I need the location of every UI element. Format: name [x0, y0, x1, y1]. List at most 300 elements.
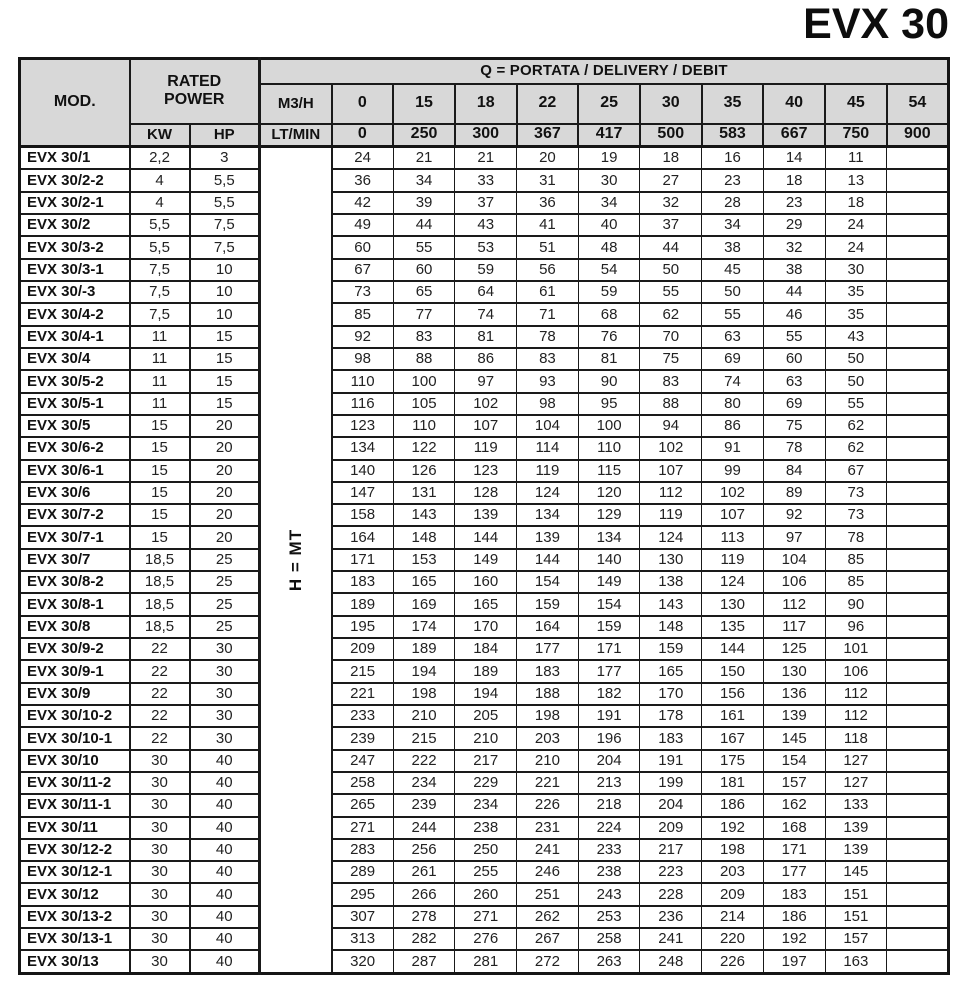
head-value-cell: 28 [702, 192, 764, 214]
head-value-cell: 156 [702, 683, 764, 705]
head-value-cell: 45 [702, 259, 764, 281]
kw-value-cell: 4 [130, 192, 190, 214]
head-value-cell: 250 [455, 839, 517, 861]
head-value-cell: 188 [517, 683, 579, 705]
head-value-cell: 106 [763, 571, 825, 593]
head-value-cell: 36 [517, 192, 579, 214]
head-value-cell: 21 [393, 147, 455, 170]
head-value-cell [887, 236, 949, 258]
ltmin-value-header: 0 [332, 124, 394, 147]
head-value-cell: 55 [393, 236, 455, 258]
model-name-cell: EVX 30/8-2 [20, 571, 130, 593]
kw-value-cell: 22 [130, 727, 190, 749]
head-value-cell [887, 571, 949, 593]
head-value-cell: 23 [702, 169, 764, 191]
head-value-cell: 251 [517, 883, 579, 905]
head-value-cell: 104 [763, 549, 825, 571]
hp-value-cell: 25 [190, 571, 260, 593]
head-value-cell: 140 [332, 460, 394, 482]
head-value-cell: 61 [517, 281, 579, 303]
head-value-cell [887, 348, 949, 370]
head-value-cell: 112 [825, 683, 887, 705]
head-value-cell: 56 [517, 259, 579, 281]
head-value-cell: 147 [332, 482, 394, 504]
kw-value-cell: 30 [130, 772, 190, 794]
head-value-cell: 62 [825, 415, 887, 437]
head-value-cell: 122 [393, 437, 455, 459]
head-value-cell: 233 [578, 839, 640, 861]
head-value-cell: 49 [332, 214, 394, 236]
kw-value-cell: 5,5 [130, 236, 190, 258]
head-value-cell: 154 [763, 750, 825, 772]
head-value-cell: 258 [332, 772, 394, 794]
m3h-value-header: 30 [640, 84, 702, 124]
head-value-cell: 127 [825, 750, 887, 772]
head-value-cell: 175 [702, 750, 764, 772]
head-value-cell [887, 638, 949, 660]
head-value-cell: 246 [517, 861, 579, 883]
head-value-cell: 158 [332, 504, 394, 526]
m3h-value-header: 0 [332, 84, 394, 124]
m3h-value-header: 22 [517, 84, 579, 124]
head-value-cell: 196 [578, 727, 640, 749]
head-value-cell: 98 [517, 393, 579, 415]
table-row [20, 415, 949, 437]
table-row [20, 683, 949, 705]
head-value-cell: 171 [763, 839, 825, 861]
head-value-cell: 313 [332, 928, 394, 950]
head-value-cell [887, 526, 949, 548]
kw-value-cell: 30 [130, 817, 190, 839]
head-value-cell: 110 [578, 437, 640, 459]
table-row [20, 214, 949, 236]
head-value-cell: 100 [578, 415, 640, 437]
head-value-cell: 105 [393, 393, 455, 415]
head-value-cell: 55 [702, 303, 764, 325]
table-row [20, 638, 949, 660]
ltmin-value-header: 500 [640, 124, 702, 147]
kw-value-cell: 30 [130, 794, 190, 816]
head-value-cell: 68 [578, 303, 640, 325]
head-value-cell: 63 [702, 326, 764, 348]
hp-value-cell: 5,5 [190, 192, 260, 214]
hp-value-cell: 40 [190, 750, 260, 772]
head-value-cell: 69 [763, 393, 825, 415]
head-value-cell: 177 [517, 638, 579, 660]
head-value-cell: 159 [578, 616, 640, 638]
kw-value-cell: 30 [130, 861, 190, 883]
kw-value-cell: 30 [130, 928, 190, 950]
m3h-value-header: 15 [393, 84, 455, 124]
head-value-cell: 265 [332, 794, 394, 816]
table-row [20, 236, 949, 258]
head-value-cell [887, 393, 949, 415]
hp-value-cell: 20 [190, 460, 260, 482]
head-value-cell: 171 [578, 638, 640, 660]
head-value-cell: 112 [640, 482, 702, 504]
head-value-cell [887, 482, 949, 504]
head-value-cell [887, 750, 949, 772]
head-value-cell: 183 [640, 727, 702, 749]
head-value-cell [887, 460, 949, 482]
head-value-cell: 140 [578, 549, 640, 571]
head-value-cell: 23 [763, 192, 825, 214]
head-value-cell: 18 [825, 192, 887, 214]
head-value-cell [887, 727, 949, 749]
head-value-cell: 159 [640, 638, 702, 660]
table-row [20, 169, 949, 191]
head-value-cell: 75 [640, 348, 702, 370]
head-value-cell: 54 [578, 259, 640, 281]
ltmin-value-header: 900 [887, 124, 949, 147]
head-value-cell: 91 [702, 437, 764, 459]
hp-value-cell: 30 [190, 705, 260, 727]
head-value-cell: 203 [702, 861, 764, 883]
head-value-cell: 131 [393, 482, 455, 504]
head-value-cell: 55 [825, 393, 887, 415]
rated-power-label: RATED POWER [164, 72, 225, 109]
head-value-cell: 150 [702, 660, 764, 682]
table-row [20, 928, 949, 950]
table-row [20, 817, 949, 839]
head-value-cell: 123 [455, 460, 517, 482]
head-value-cell: 189 [393, 638, 455, 660]
head-value-cell: 184 [455, 638, 517, 660]
head-value-cell: 234 [455, 794, 517, 816]
head-value-cell: 44 [393, 214, 455, 236]
m3h-unit-label: M3/H [260, 84, 332, 124]
head-value-cell: 283 [332, 839, 394, 861]
head-value-cell: 84 [763, 460, 825, 482]
head-value-cell: 239 [393, 794, 455, 816]
head-value-cell: 60 [763, 348, 825, 370]
head-value-cell: 186 [763, 906, 825, 928]
head-value-cell: 16 [702, 147, 764, 170]
head-value-cell: 63 [763, 370, 825, 392]
head-value-cell: 236 [640, 906, 702, 928]
head-value-cell: 78 [763, 437, 825, 459]
head-value-cell: 24 [332, 147, 394, 170]
table-row [20, 616, 949, 638]
kw-value-cell: 11 [130, 393, 190, 415]
head-value-cell: 164 [332, 526, 394, 548]
head-value-cell: 64 [455, 281, 517, 303]
model-name-cell: EVX 30/11-1 [20, 794, 130, 816]
hp-value-cell: 15 [190, 393, 260, 415]
head-value-cell: 229 [455, 772, 517, 794]
hp-value-cell: 15 [190, 326, 260, 348]
head-value-cell: 60 [393, 259, 455, 281]
table-row [20, 370, 949, 392]
head-value-cell: 198 [517, 705, 579, 727]
head-value-cell: 217 [455, 750, 517, 772]
model-name-cell: EVX 30/10-1 [20, 727, 130, 749]
head-value-cell: 74 [455, 303, 517, 325]
kw-value-cell: 15 [130, 460, 190, 482]
head-value-cell [887, 437, 949, 459]
model-name-cell: EVX 30/7-2 [20, 504, 130, 526]
head-value-cell: 210 [517, 750, 579, 772]
head-value-cell: 92 [763, 504, 825, 526]
head-value-cell: 183 [332, 571, 394, 593]
head-value-cell: 46 [763, 303, 825, 325]
model-name-cell: EVX 30/9-2 [20, 638, 130, 660]
hp-value-cell: 10 [190, 281, 260, 303]
head-value-cell: 75 [763, 415, 825, 437]
hp-value-cell: 30 [190, 660, 260, 682]
head-value-cell: 256 [393, 839, 455, 861]
head-value-cell: 73 [825, 482, 887, 504]
table-row [20, 460, 949, 482]
head-value-cell: 113 [702, 526, 764, 548]
head-value-cell: 34 [702, 214, 764, 236]
head-value-cell: 144 [455, 526, 517, 548]
head-value-cell [887, 259, 949, 281]
head-value-cell [887, 549, 949, 571]
head-value-cell: 13 [825, 169, 887, 191]
hp-value-cell: 20 [190, 437, 260, 459]
head-value-cell: 35 [825, 303, 887, 325]
kw-value-cell: 15 [130, 482, 190, 504]
head-value-cell [887, 772, 949, 794]
ltmin-value-header: 750 [825, 124, 887, 147]
head-value-cell: 126 [393, 460, 455, 482]
head-value-cell: 102 [640, 437, 702, 459]
head-value-cell: 139 [825, 839, 887, 861]
head-value-cell: 139 [763, 705, 825, 727]
head-value-cell: 177 [578, 660, 640, 682]
head-value-cell: 124 [517, 482, 579, 504]
head-value-cell: 104 [517, 415, 579, 437]
kw-value-cell: 22 [130, 638, 190, 660]
head-value-cell: 43 [825, 326, 887, 348]
head-value-cell: 160 [455, 571, 517, 593]
head-value-cell [887, 415, 949, 437]
head-value-cell: 37 [640, 214, 702, 236]
head-value-cell: 239 [332, 727, 394, 749]
head-value-cell [887, 147, 949, 170]
hp-value-cell: 10 [190, 303, 260, 325]
head-value-cell: 74 [702, 370, 764, 392]
head-value-cell: 24 [825, 236, 887, 258]
model-name-cell: EVX 30/13 [20, 950, 130, 973]
head-value-cell: 267 [517, 928, 579, 950]
head-value-cell [887, 326, 949, 348]
head-value-cell: 24 [825, 214, 887, 236]
head-value-cell: 93 [517, 370, 579, 392]
hp-value-cell: 40 [190, 906, 260, 928]
head-value-cell: 69 [702, 348, 764, 370]
head-value-cell: 36 [332, 169, 394, 191]
head-value-cell: 44 [640, 236, 702, 258]
head-value-cell: 129 [578, 504, 640, 526]
head-value-cell: 138 [640, 571, 702, 593]
kw-value-cell: 7,5 [130, 281, 190, 303]
head-value-cell: 67 [332, 259, 394, 281]
kw-value-cell: 18,5 [130, 593, 190, 615]
head-value-cell: 41 [517, 214, 579, 236]
kw-value-cell: 11 [130, 370, 190, 392]
header-row-q [20, 59, 949, 84]
head-value-cell: 247 [332, 750, 394, 772]
model-name-cell: EVX 30/7 [20, 549, 130, 571]
kw-value-cell: 11 [130, 348, 190, 370]
rated-power-header [130, 59, 260, 124]
head-value-cell: 215 [332, 660, 394, 682]
m3h-value-header: 35 [702, 84, 764, 124]
head-value-cell: 85 [825, 571, 887, 593]
head-value-cell: 30 [578, 169, 640, 191]
ltmin-value-header: 367 [517, 124, 579, 147]
kw-value-cell: 22 [130, 683, 190, 705]
head-value-cell: 102 [702, 482, 764, 504]
head-value-cell: 204 [578, 750, 640, 772]
head-value-cell: 165 [640, 660, 702, 682]
head-value-cell: 59 [578, 281, 640, 303]
q-delivery-header: Q = PORTATA / DELIVERY / DEBIT [260, 59, 949, 84]
head-value-cell: 78 [517, 326, 579, 348]
head-value-cell: 21 [455, 147, 517, 170]
ltmin-value-header: 250 [393, 124, 455, 147]
table-row [20, 303, 949, 325]
hp-value-cell: 40 [190, 839, 260, 861]
model-name-cell: EVX 30/12 [20, 883, 130, 905]
head-value-cell: 134 [578, 526, 640, 548]
head-value-cell: 203 [517, 727, 579, 749]
head-meters-label: H = MT [285, 528, 305, 592]
pump-data-table [18, 57, 950, 975]
head-value-cell: 148 [640, 616, 702, 638]
head-value-cell: 255 [455, 861, 517, 883]
model-name-cell: EVX 30/-3 [20, 281, 130, 303]
head-value-cell: 287 [393, 950, 455, 973]
head-value-cell: 157 [825, 928, 887, 950]
page-title: EVX 30 [803, 0, 949, 48]
head-value-cell: 114 [517, 437, 579, 459]
kw-value-cell: 15 [130, 437, 190, 459]
m3h-value-header: 45 [825, 84, 887, 124]
model-name-cell: EVX 30/6-2 [20, 437, 130, 459]
model-name-cell: EVX 30/3-2 [20, 236, 130, 258]
head-value-cell: 191 [640, 750, 702, 772]
head-value-cell: 231 [517, 817, 579, 839]
head-value-cell: 198 [393, 683, 455, 705]
head-value-cell: 220 [702, 928, 764, 950]
table-row [20, 571, 949, 593]
table-row [20, 393, 949, 415]
model-name-cell: EVX 30/10-2 [20, 705, 130, 727]
head-value-cell: 100 [393, 370, 455, 392]
kw-value-cell: 7,5 [130, 259, 190, 281]
head-value-cell: 95 [578, 393, 640, 415]
kw-value-cell: 30 [130, 883, 190, 905]
head-value-cell: 98 [332, 348, 394, 370]
head-value-cell: 238 [455, 817, 517, 839]
head-value-cell: 143 [640, 593, 702, 615]
head-value-cell: 214 [702, 906, 764, 928]
model-name-cell: EVX 30/6 [20, 482, 130, 504]
head-value-cell: 157 [763, 772, 825, 794]
head-value-cell [887, 616, 949, 638]
head-value-cell: 59 [455, 259, 517, 281]
head-value-cell: 295 [332, 883, 394, 905]
table-row [20, 147, 949, 170]
table-row [20, 883, 949, 905]
head-value-cell: 221 [332, 683, 394, 705]
kw-value-cell: 30 [130, 950, 190, 973]
head-value-cell: 271 [332, 817, 394, 839]
model-name-cell: EVX 30/2 [20, 214, 130, 236]
head-value-cell: 170 [455, 616, 517, 638]
head-value-cell: 30 [825, 259, 887, 281]
head-value-cell: 263 [578, 950, 640, 973]
head-value-cell: 182 [578, 683, 640, 705]
head-value-cell: 134 [517, 504, 579, 526]
head-value-cell: 177 [763, 861, 825, 883]
head-value-cell: 92 [332, 326, 394, 348]
model-name-cell: EVX 30/9-1 [20, 660, 130, 682]
head-value-cell: 139 [825, 817, 887, 839]
head-value-cell: 253 [578, 906, 640, 928]
head-value-cell: 119 [640, 504, 702, 526]
hp-value-cell: 20 [190, 526, 260, 548]
head-value-cell: 27 [640, 169, 702, 191]
head-value-cell: 83 [393, 326, 455, 348]
head-value-cell: 143 [393, 504, 455, 526]
head-value-cell: 38 [763, 259, 825, 281]
kw-value-cell: 18,5 [130, 571, 190, 593]
head-value-cell: 60 [332, 236, 394, 258]
head-value-cell: 83 [517, 348, 579, 370]
hp-value-cell: 20 [190, 482, 260, 504]
kw-value-cell: 5,5 [130, 214, 190, 236]
model-name-cell: EVX 30/11 [20, 817, 130, 839]
head-value-cell: 217 [640, 839, 702, 861]
head-value-cell: 144 [517, 549, 579, 571]
head-value-cell: 39 [393, 192, 455, 214]
head-value-cell: 65 [393, 281, 455, 303]
hp-value-cell: 30 [190, 683, 260, 705]
head-value-cell: 221 [517, 772, 579, 794]
hp-value-cell: 25 [190, 593, 260, 615]
head-value-cell: 117 [763, 616, 825, 638]
head-value-cell [887, 883, 949, 905]
head-value-cell: 71 [517, 303, 579, 325]
head-value-cell: 167 [702, 727, 764, 749]
head-value-cell: 127 [825, 772, 887, 794]
head-value-cell: 209 [332, 638, 394, 660]
head-value-cell: 135 [702, 616, 764, 638]
head-value-cell [887, 705, 949, 727]
ltmin-value-header: 667 [763, 124, 825, 147]
ltmin-value-header: 583 [702, 124, 764, 147]
head-value-cell: 18 [763, 169, 825, 191]
table-row [20, 593, 949, 615]
mod-column-header: MOD. [20, 59, 130, 147]
head-value-cell: 85 [825, 549, 887, 571]
head-value-cell: 86 [702, 415, 764, 437]
head-value-cell: 81 [455, 326, 517, 348]
kw-value-cell: 15 [130, 415, 190, 437]
hp-value-cell: 40 [190, 794, 260, 816]
head-value-cell: 55 [640, 281, 702, 303]
kw-value-cell: 18,5 [130, 549, 190, 571]
head-value-cell: 197 [763, 950, 825, 973]
table-row [20, 192, 949, 214]
table-row [20, 794, 949, 816]
head-value-cell: 19 [578, 147, 640, 170]
head-value-cell: 170 [640, 683, 702, 705]
